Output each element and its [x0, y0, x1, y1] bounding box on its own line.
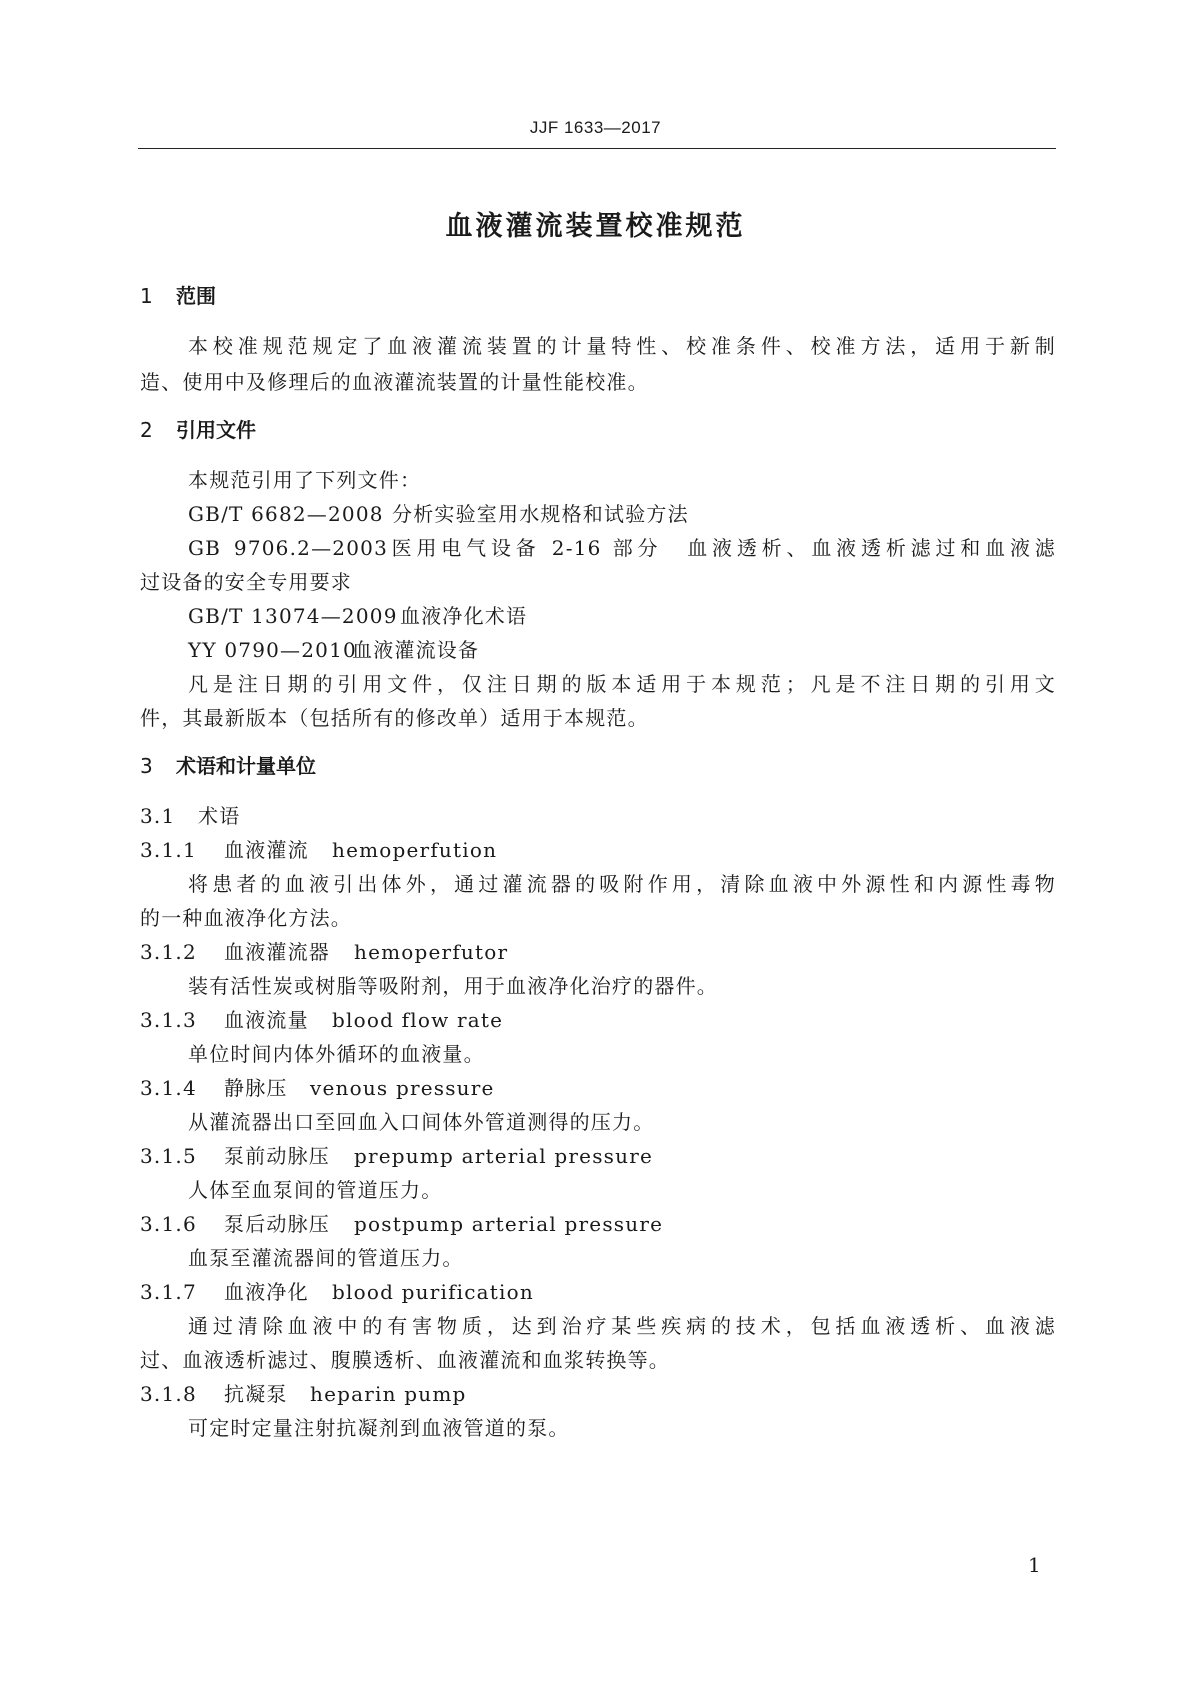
section-3-heading: [140, 750, 316, 779]
section-1-para-line2: 造、使用中及修理后的血液灌流装置的计量性能校准。: [140, 370, 649, 394]
term-heading: [140, 1004, 503, 1033]
reference-code: GB/T 6682—2008: [188, 502, 384, 526]
term-heading: [140, 1140, 653, 1169]
reference-item: [188, 634, 479, 663]
term-en: blood purification: [332, 1280, 534, 1304]
term-number: 3.1.4: [140, 1076, 197, 1100]
term-zh: 血液灌流器: [224, 940, 330, 964]
reference-code: GB 9706.2—2003: [188, 536, 388, 560]
term-number: 3.1.8: [140, 1382, 197, 1406]
term-definition-line1: 通过清除血液中的有害物质，达到治疗某些疾病的技术，包括血液透析、血液滤: [188, 1314, 1056, 1338]
term-heading: [140, 936, 508, 965]
term-zh: 抗凝泵: [224, 1382, 288, 1406]
term-heading: [140, 834, 497, 863]
term-definition-line1: 血泵至灌流器间的管道压力。: [188, 1246, 464, 1270]
reference-code: YY 0790—2010: [188, 638, 357, 662]
term-heading: [140, 1072, 495, 1101]
term-zh: 血液灌流: [224, 838, 309, 862]
subsection-title: 术语: [198, 804, 241, 828]
term-en: heparin pump: [310, 1382, 467, 1406]
subsection-3-1-heading: [140, 800, 240, 829]
reference-title: 医用电气设备 2-16 部分 血液透析、血液透析滤过和血液滤: [388, 536, 1056, 560]
term-en: blood flow rate: [332, 1008, 504, 1032]
term-en: hemoperfutor: [354, 940, 509, 964]
section-2-heading: [140, 414, 256, 443]
term-en: hemoperfution: [332, 838, 498, 862]
term-definition-line1: 从灌流器出口至回血入口间体外管道测得的压力。: [188, 1110, 655, 1134]
term-heading: [140, 1378, 467, 1407]
term-en: prepump arterial pressure: [354, 1144, 654, 1168]
section-2-title: 引用文件: [176, 418, 256, 442]
reference-title: 血液净化术语: [400, 604, 528, 628]
term-definition-line1: 将患者的血液引出体外，通过灌流器的吸附作用，清除血液中外源性和内源性毒物: [188, 872, 1056, 896]
header-rule: [138, 148, 1056, 149]
section-1-title: 范围: [176, 284, 216, 308]
term-number: 3.1.1: [140, 838, 197, 862]
section-2-number: 2: [140, 418, 153, 442]
reference-item: [188, 498, 689, 527]
term-zh: 泵前动脉压: [224, 1144, 330, 1168]
section-2-intro: 本规范引用了下列文件：: [188, 468, 422, 492]
term-heading: [140, 1276, 534, 1305]
reference-code: GB/T 13074—2009: [188, 604, 398, 628]
term-definition-line1: 装有活性炭或树脂等吸附剂，用于血液净化治疗的器件。: [188, 974, 718, 998]
term-zh: 泵后动脉压: [224, 1212, 330, 1236]
term-number: 3.1.6: [140, 1212, 197, 1236]
term-definition-line1: 单位时间内体外循环的血液量。: [188, 1042, 485, 1066]
section-3-title: 术语和计量单位: [176, 754, 316, 778]
reference-title-continued: 过设备的安全专用要求: [140, 570, 352, 594]
term-number: 3.1.3: [140, 1008, 197, 1032]
section-3-number: 3: [140, 754, 153, 778]
section-2-note-line2: 件，其最新版本（包括所有的修改单）适用于本规范。: [140, 706, 649, 730]
section-1-heading: [140, 280, 216, 309]
subsection-number: 3.1: [140, 804, 176, 828]
document-code-header: JJF 1633—2017: [529, 118, 662, 137]
reference-title: 血液灌流设备: [352, 638, 480, 662]
term-zh: 血液净化: [224, 1280, 309, 1304]
term-en: postpump arterial pressure: [354, 1212, 664, 1236]
reference-item: [188, 532, 1056, 561]
reference-item: [188, 600, 527, 629]
page-title: 血液灌流装置校准规范: [445, 211, 746, 242]
term-zh: 血液流量: [224, 1008, 309, 1032]
term-definition-line2: 的一种血液净化方法。: [140, 906, 352, 930]
term-number: 3.1.5: [140, 1144, 197, 1168]
term-definition-line1: 可定时定量注射抗凝剂到血液管道的泵。: [188, 1416, 570, 1440]
term-definition-line1: 人体至血泵间的管道压力。: [188, 1178, 443, 1202]
section-2-note-line1: 凡是注日期的引用文件，仅注日期的版本适用于本规范；凡是不注日期的引用文: [188, 672, 1056, 696]
section-1-number: 1: [140, 284, 153, 308]
section-1-para-line1: 本校准规范规定了血液灌流装置的计量特性、校准条件、校准方法，适用于新制: [188, 334, 1056, 358]
term-heading: [140, 1208, 663, 1237]
term-en: venous pressure: [310, 1076, 495, 1100]
term-zh: 静脉压: [224, 1076, 288, 1100]
term-number: 3.1.7: [140, 1280, 197, 1304]
reference-title: 分析实验室用水规格和试验方法: [392, 502, 689, 526]
term-definition-line2: 过、血液透析滤过、腹膜透析、血液灌流和血浆转换等。: [140, 1348, 670, 1372]
page-number: 1: [1028, 1553, 1041, 1577]
term-number: 3.1.2: [140, 940, 197, 964]
